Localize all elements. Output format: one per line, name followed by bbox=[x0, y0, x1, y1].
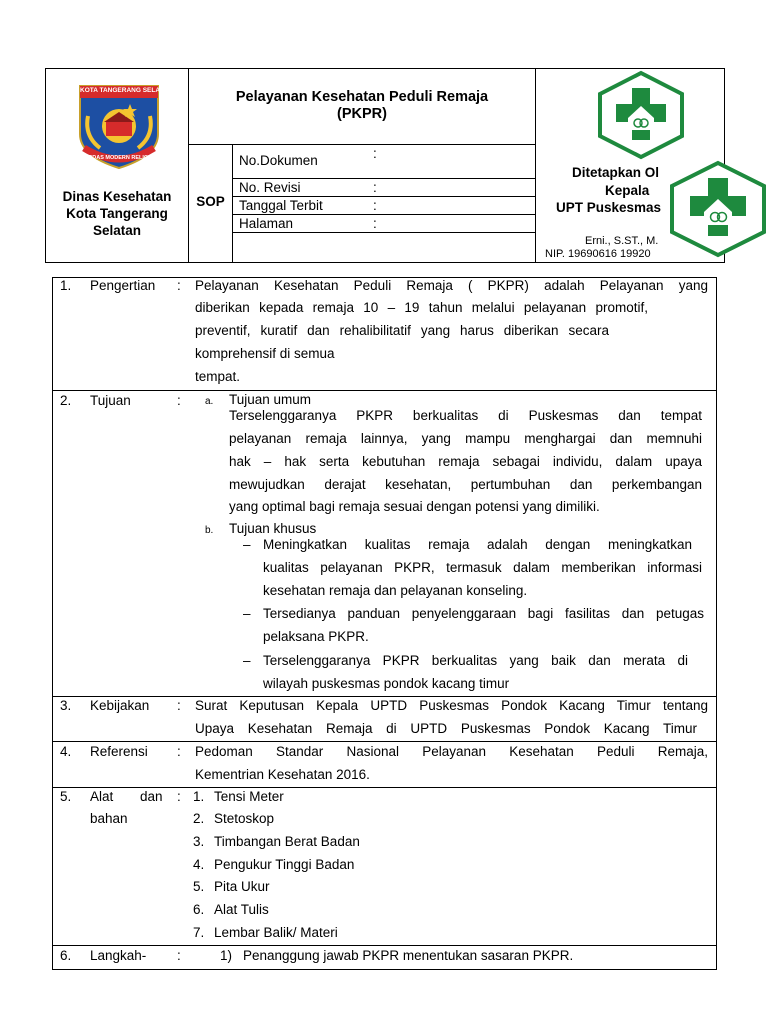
field-label: Tanggal Terbit bbox=[239, 198, 323, 213]
department-name-line: Kota Tangerang bbox=[66, 206, 168, 221]
bullet-text: Terselenggaranya PKPR berkualitas yang baik dan merata di bbox=[263, 653, 688, 668]
section-text: hak – hak serta kebutuhan remaja sebagai individu, dalam upaya bbox=[229, 454, 702, 469]
section-number: 6. bbox=[60, 948, 72, 963]
list-number: 5. bbox=[193, 879, 205, 894]
section-label: Alat bbox=[90, 789, 114, 804]
section-number: 2. bbox=[60, 393, 72, 408]
bullet-dash: – bbox=[243, 537, 251, 552]
section-text: Terselenggaranya PKPR berkualitas di Puskesmas dan tempat bbox=[229, 408, 702, 423]
signer-nip: NIP. 19690616 19920 bbox=[545, 248, 651, 260]
section-text: komprehensif di semua bbox=[195, 346, 335, 361]
section-text: Pelayanan Kesehatan Peduli Remaja ( PKPR) adalah Pelayanan yang bbox=[195, 278, 708, 293]
sop-label: SOP bbox=[196, 194, 225, 209]
section-text: mewujudkan derajat kesehatan, pertumbuhan dan perkembangan bbox=[229, 477, 702, 492]
section-number: 1. bbox=[60, 278, 72, 293]
section-label: Referensi bbox=[90, 744, 148, 759]
list-item-text: Penanggung jawab PKPR menentukan sasaran PKPR. bbox=[243, 948, 574, 963]
department-name-line: Dinas Kesehatan bbox=[62, 189, 172, 204]
section-number: 3. bbox=[60, 698, 72, 713]
section-text: Pedoman Standar Nasional Pelayanan Kesehatan Peduli Remaja, bbox=[195, 744, 708, 759]
list-item-text: Pita Ukur bbox=[214, 879, 270, 894]
section-label: Tujuan bbox=[90, 393, 131, 408]
list-item-text: Alat Tulis bbox=[214, 902, 269, 917]
puskesmas-logo bbox=[594, 70, 688, 160]
list-number: 1) bbox=[220, 948, 233, 963]
bullet-text: Tersedianya panduan penyelenggaraan bagi fasilitas dan petugas bbox=[263, 606, 704, 621]
bullet-text: kesehatan remaja dan pelayanan konseling. bbox=[263, 583, 528, 598]
list-item-text: Lembar Balik/ Materi bbox=[214, 925, 338, 940]
bullet-text: pelaksana PKPR. bbox=[263, 629, 369, 644]
approval-line: Ditetapkan Ol bbox=[572, 165, 660, 180]
section-number: 4. bbox=[60, 744, 72, 759]
header-divider bbox=[535, 68, 536, 263]
list-number: 2. bbox=[193, 811, 205, 826]
section-label: bahan bbox=[90, 811, 128, 826]
document-title: (PKPR) bbox=[337, 106, 387, 122]
bullet-dash: – bbox=[243, 653, 251, 668]
list-number: 7. bbox=[193, 925, 205, 940]
puskesmas-logo bbox=[668, 160, 768, 258]
bullet-text: kualitas pelayanan PKPR, termasuk dalam memberikan informasi bbox=[263, 560, 702, 575]
approval-line: Kepala bbox=[605, 183, 650, 198]
field-colon: : bbox=[373, 180, 377, 195]
section-text: Kementrian Kesehatan 2016. bbox=[195, 767, 370, 782]
row-divider bbox=[52, 696, 717, 697]
list-number: 6. bbox=[193, 902, 205, 917]
header-divider bbox=[188, 144, 536, 145]
document-title: Pelayanan Kesehatan Peduli Remaja bbox=[235, 89, 489, 105]
section-text: diberikan kepada remaja 10 – 19 tahun melalui pelayanan promotif, bbox=[195, 300, 648, 315]
field-label: Halaman bbox=[239, 216, 294, 231]
section-colon: : bbox=[177, 948, 181, 963]
list-item-text: Timbangan Berat Badan bbox=[214, 834, 360, 849]
field-colon: : bbox=[373, 146, 377, 161]
section-text: tempat. bbox=[195, 369, 241, 384]
list-item-text: Stetoskop bbox=[214, 811, 275, 826]
list-item-text: Tensi Meter bbox=[214, 789, 284, 804]
list-number: 3. bbox=[193, 834, 205, 849]
list-number: 4. bbox=[193, 857, 205, 872]
list-marker: b. bbox=[205, 525, 214, 536]
header-divider bbox=[232, 144, 233, 263]
bullet-dash: – bbox=[243, 606, 251, 621]
section-text: yang optimal bagi remaja sesuai dengan potensi yang dimiliki. bbox=[229, 499, 600, 514]
section-label: Pengertian bbox=[90, 278, 156, 293]
field-colon: : bbox=[373, 198, 377, 213]
content-table bbox=[52, 277, 717, 970]
section-text: Surat Keputusan Kepala UPTD Puskesmas Pondok Kacang Timur tentang bbox=[195, 698, 708, 713]
header-divider bbox=[232, 196, 536, 197]
subsection-title: Tujuan umum bbox=[229, 392, 312, 407]
field-label: No. Revisi bbox=[239, 180, 301, 195]
header-divider bbox=[232, 214, 536, 215]
logo-motto-text: CERDAS MODERN RELIGIUS bbox=[80, 155, 158, 161]
logo-banner-text: KOTA TANGERANG SELATAN bbox=[80, 87, 173, 94]
row-divider bbox=[52, 787, 717, 788]
list-number: 1. bbox=[193, 789, 205, 804]
section-colon: : bbox=[177, 278, 181, 293]
subsection-title: Tujuan khusus bbox=[229, 521, 317, 536]
bullet-text: Meningkatkan kualitas remaja adalah dengan meningkatkan bbox=[263, 537, 692, 552]
list-item-text: Pengukur Tinggi Badan bbox=[214, 857, 355, 872]
section-label: Langkah- bbox=[90, 948, 147, 963]
header-divider bbox=[232, 232, 536, 233]
section-text: Upaya Kesehatan Remaja di UPTD Puskesmas Pondok Kacang Timur bbox=[195, 721, 697, 736]
section-colon: : bbox=[177, 744, 181, 759]
row-divider bbox=[52, 390, 717, 391]
row-divider bbox=[52, 945, 717, 946]
field-label: No.Dokumen bbox=[239, 153, 318, 168]
section-number: 5. bbox=[60, 789, 72, 804]
section-label: dan bbox=[140, 789, 163, 804]
approval-line: UPT Puskesmas bbox=[556, 200, 662, 215]
section-colon: : bbox=[177, 393, 181, 408]
section-label: Kebijakan bbox=[90, 698, 150, 713]
department-name-line: Selatan bbox=[92, 223, 142, 238]
section-colon: : bbox=[177, 789, 181, 804]
header-divider bbox=[232, 178, 536, 179]
section-text: preventif, kuratif dan rehalibilitatif yang harus diberikan secara bbox=[195, 323, 609, 338]
field-colon: : bbox=[373, 216, 377, 231]
signer-name: Erni., S.ST., M. bbox=[585, 235, 659, 247]
list-marker: a. bbox=[205, 396, 214, 407]
section-text: pelayanan remaja lainnya, yang mampu menghargai dan memnuhi bbox=[229, 431, 702, 446]
row-divider bbox=[52, 741, 717, 742]
section-colon: : bbox=[177, 698, 181, 713]
bullet-text: wilayah puskesmas pondok kacang timur bbox=[263, 676, 510, 691]
